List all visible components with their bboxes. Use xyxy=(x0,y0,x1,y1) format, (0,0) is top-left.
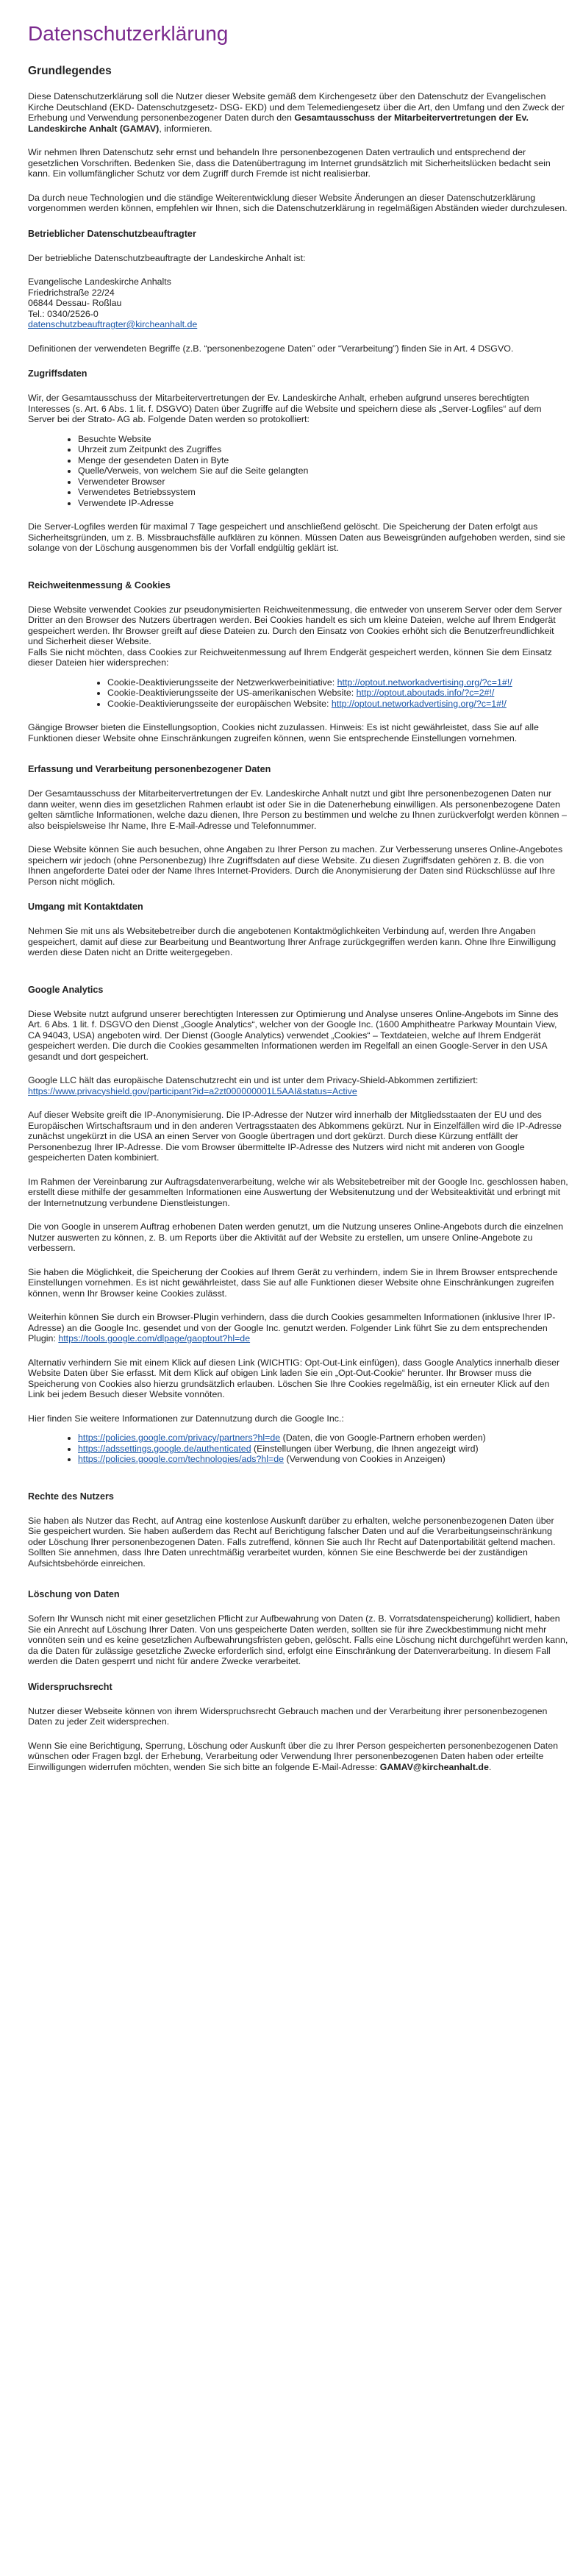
google-partners-link[interactable]: https://policies.google.com/privacy/partners?hl=de xyxy=(78,1433,281,1443)
page-title: Datenschutzerklärung xyxy=(28,22,229,45)
paragraph: Der Gesamtausschuss der Mitarbeitervertretungen der Ev. Landeskirche Anhalt nutzt und gibt Ihre personenbezogenen Daten nur dann weiter, wenn dies im gesetzlichen Rahmen erlaubt ist oder Sie in die Datenerhebung einwilligen. Als personenbezogene Daten gelten sämtliche Informationen, welche dazu dienen, Ihre Person zu bestimmen und welche zu Ihnen zurückverfolgt werden können – also beispielsweise Ihr Name, Ihre E-Mail-Adresse und Telefonnummer. xyxy=(28,788,567,831)
paragraph: Hier finden Sie weitere Informationen zur Datennutzung durch die Google Inc.: xyxy=(28,1413,344,1424)
paragraph: Nehmen Sie mit uns als Websitebetreiber durch die angebotenen Kontaktmöglichkeiten Verbindung auf, werden Ihre Angaben gespeichert, damit auf diese zur Bearbeitung und Beantwortung Ihrer Anfrage zurückgegriffen werden kann. Ohne Ihre Einwilligung werden diese Daten nicht an Dritte weitergegeben. xyxy=(28,926,557,957)
privacy-shield-link[interactable]: https://www.privacyshield.gov/participant?id=a2zt000000001L5AAI&status=Active xyxy=(28,1085,357,1096)
contact-email: GAMAV@kircheanhalt.de xyxy=(379,1761,489,1772)
paragraph: Der betriebliche Datenschutzbeauftragte der Landeskirche Anhalt ist: xyxy=(28,252,306,263)
section-heading-grundlegendes: Grundlegendes xyxy=(28,65,112,77)
list-item: • Cookie-Deaktivierungsseite der europäischen Website: http://optout.networkadvertising.org/?c=1#!/ xyxy=(107,699,568,710)
list-item: • https://adssettings.google.de/authenticated (Einstellungen über Werbung, die Ihnen angezeigt wird) xyxy=(78,1444,568,1455)
section-heading-rechte: Rechte des Nutzers xyxy=(28,1491,114,1502)
list-item: • Menge der gesendeten Daten in Byte xyxy=(78,455,568,466)
google-links-list xyxy=(28,1433,568,1465)
logged-data-list xyxy=(28,434,568,509)
paragraph: Die von Google in unserem Auftrag erhobenen Daten werden genutzt, um die Nutzung unseres Online-Angebots durch die einzelnen Nutzer auswerten zu können, z. B. um Reports über die Aktivität auf der Website zu erstellen, um unsere Online-Angebote zu verbessern. xyxy=(28,1221,564,1253)
list-item: • https://policies.google.com/privacy/partners?hl=de (Daten, die von Google-Partnern erhoben werden) xyxy=(78,1433,568,1444)
list-item: • https://policies.google.com/technologies/ads?hl=de (Verwendung von Cookies in Anzeigen) xyxy=(78,1454,568,1465)
ga-optout-plugin-link[interactable]: https://tools.google.com/dlpage/gaoptout?hl=de xyxy=(58,1333,251,1344)
paragraph: Auf dieser Website greift die IP-Anonymisierung. Die IP-Adresse der Nutzer wird innerhalb der Mitgliedsstaaten der EU und des Europäischen Wirtschaftsraum und in den anderen Vertragsstaaten des Abkommens gekürzt. Nur in Einzelfällen wird die IP-Adresse zunächst ungekürzt in die USA an einen Server von Google übertragen und dort gekürzt. Durch diese Kürzung entfällt der Personenbezug Ihrer IP-Adresse. Die vom Browser übermittelte IP-Adresse des Nutzers wird nicht mit anderen von Google gespeicherten Daten kombiniert. xyxy=(28,1110,562,1163)
address-block: Evangelische Landeskirche Anhalts Friedrichstraße 22/24 06844 Dessau- Roßlau Tel.: 0340/2526-0 datenschutzbeauftragter@kircheanhalt.de xyxy=(28,276,198,329)
paragraph: Definitionen der verwendeten Begriffe (z.B. “personenbezogene Daten” oder “Verarbeitung”) finden Sie in Art. 4 DSGVO. xyxy=(28,343,514,354)
paragraph: Wir nehmen Ihren Datenschutz sehr ernst und behandeln Ihre personenbezogenen Daten vertraulich und entsprechend der gesetzlichen Vorschriften. Bedenken Sie, dass die Datenübertragung im Internet grundsätzlich mit Sicherheitslücken bedacht sein kann. Ein vollumfänglicher Schutz vor dem Zugriff durch Fremde ist nicht realisierbar. xyxy=(28,147,551,179)
paragraph: Die Server-Logfiles werden für maximal 7 Tage gespeichert und anschließend gelöscht. Die Speicherung der Daten erfolgt aus Sicherheitsgründen, um z. B. Missbrauchsfälle aufklären zu können. Müssen Daten aus Beweisgründen aufgehoben werden, sind sie solange von der Löschung ausgenommen bis der Vorfall endgültig geklärt ist. xyxy=(28,521,565,553)
paragraph: Diese Website können Sie auch besuchen, ohne Angaben zu Ihrer Person zu machen. Zur Verbesserung unseres Online-Angebotes speichern wir jedoch (ohne Personenbezug) Ihre Zugriffsdaten auf diese Website. Zu diesen Zugriffsdaten gehören z. B. die von Ihnen angeforderte Datei oder der Name Ihres Internet-Providers. Durch die Anonymisierung der Daten sind Rückschlüsse auf Ihre Person nicht möglich. xyxy=(28,844,563,887)
paragraph: Nutzer dieser Webseite können von ihrem Widerspruchsrecht Gebrauch machen und der Verarbeitung ihrer personenbezogenen Daten zu jeder Zeit widersprechen. xyxy=(28,1705,548,1727)
section-heading-zugriffsdaten: Zugriffsdaten xyxy=(28,368,87,379)
paragraph: Im Rahmen der Vereinbarung zur Auftragsdatenverarbeitung, welche wir als Websitebetreiber mit der Google Inc. geschlossen haben, erstellt diese mithilfe der gesammelten Informationen eine Auswertung der Websitenutzung und der Websiteaktivität und erbringt mit der Internetnutzung verbundene Dienstleistungen. xyxy=(28,1176,568,1208)
google-ads-cookies-link[interactable]: https://policies.google.com/technologies/ads?hl=de xyxy=(78,1454,285,1464)
dpo-email-link[interactable]: datenschutzbeauftragter@kircheanhalt.de xyxy=(28,319,198,329)
list-item: • Cookie-Deaktivierungsseite der US-amerikanischen Website: http://optout.aboutads.info/?c=2#!/ xyxy=(107,688,568,699)
paragraph: Sie haben die Möglichkeit, die Speicherung der Cookies auf Ihrem Gerät zu verhindern, indem Sie in Ihrem Browser entsprechende Einstellungen vornehmen. Es ist nicht gewährleistet, dass Sie auf alle Funktionen dieser Website ohne Einschränkungen zugreifen können, wenn Ihr Browser keine Cookies zulässt. xyxy=(28,1266,558,1299)
paragraph: Sie haben als Nutzer das Recht, auf Antrag eine kostenlose Auskunft darüber zu erhalten, welche personenbezogenen Daten über Sie gespeichert wurden. Sie haben außerdem das Recht auf Berichtigung falscher Daten und auf die Verarbeitungseinschränkung oder Löschung Ihrer personenbezogenen Daten. Falls zutreffend, können Sie auch Ihr Recht auf Datenportabilität geltend machen. Sollten Sie annehmen, dass Ihre Daten unrechtmäßig verarbeitet wurden, können Sie eine Beschwerde bei der zuständigen Aufsichtsbehörde einreichen. xyxy=(28,1515,556,1569)
optout-link-eu[interactable]: http://optout.networkadvertising.org/?c=1#!/ xyxy=(331,698,507,709)
section-heading-reichweitenmessung: Reichweitenmessung & Cookies xyxy=(28,579,171,591)
paragraph: Diese Website verwendet Cookies zur pseudonymisierten Reichweitenmessung, die entweder von unserem Server oder dem Server Dritter an den Browser des Nutzers übertragen werden. Bei Cookies handelt es sich um kleine Dateien, welche auf Ihrem Endgerät gespeichert werden. Ihr Browser greift auf diese Dateien zu. Durch den Einsatz von Cookies erhöht sich die Benutzerfreundlichkeit und Sicherheit dieser Website. Falls Sie nicht möchten, dass Cookies zur Reichweitenmessung auf Ihrem Endgerät gespeichert werden, können Sie dem Einsatz dieser Dateien hier widersprechen: xyxy=(28,604,562,668)
paragraph: Diese Website nutzt aufgrund unserer berechtigten Interessen zur Optimierung und Analyse unseres Online-Angebots im Sinne des Art. 6 Abs. 1 lit. f. DSGVO den Dienst „Google Analytics“, welcher von der Google Inc. (1600 Amphitheatre Parkway Mountain View, CA 94043, USA) angeboten wird. Der Dienst (Google Analytics) verwendet „Cookies“ – Textdateien, welche auf Ihrem Endgerät gespeichert werden. Die durch die Cookies gesammelten Informationen werden im Regelfall an einen Google-Server in den USA gesandt und dort gespeichert. xyxy=(28,1008,559,1062)
list-item: • Besuchte Website xyxy=(78,434,568,445)
section-heading-google-analytics: Google Analytics xyxy=(28,984,104,995)
list-item: • Cookie-Deaktivierungsseite der Netzwerkwerbeinitiative: http://optout.networkadvertising.org/?c=1#!/ xyxy=(107,677,568,688)
list-item: • Verwendete IP-Adresse xyxy=(78,498,568,509)
list-item: • Verwendeter Browser xyxy=(78,477,568,488)
paragraph: Diese Datenschutzerklärung soll die Nutzer dieser Website gemäß dem Kirchengesetz über den Datenschutz der Evangelischen Kirche Deutschland (EKD- Datenschutzgesetz- DSG- EKD) und dem Telemediengesetz über die Art, den Umfang und den Zweck der Erhebung und Verwendung personenbezogener Daten durch den Gesamtausschuss der Mitarbeitervertretungen der Ev. Landeskirche Anhalt (GAMAV), informieren. xyxy=(28,91,565,134)
section-heading-kontaktdaten: Umgang mit Kontaktdaten xyxy=(28,902,143,912)
section-heading-loeschung: Löschung von Daten xyxy=(28,1589,120,1599)
list-item: • Verwendetes Betriebssystem xyxy=(78,487,568,498)
privacy-policy-page xyxy=(28,0,568,1772)
list-item: • Quelle/Verweis, von welchem Sie auf die Seite gelangten xyxy=(78,465,568,477)
paragraph: Gängige Browser bieten die Einstellungsoption, Cookies nicht zuzulassen. Hinweis: Es ist nicht gewährleistet, dass Sie auf alle Funktionen dieser Website ohne Einschränkungen zugreifen können, wenn Sie entsprechende Einstellungen vornehmen. xyxy=(28,722,539,743)
paragraph: Alternativ verhindern Sie mit einem Klick auf diesen Link (WICHTIG: Opt-Out-Link einfügen), dass Google Analytics innerhalb dieser Website Daten über Sie erfasst. Mit dem Klick auf obigen Link laden Sie ein „Opt-Out-Cookie“ herunter. Ihr Browser muss die Speicherung von Cookies also hierzu grundsätzlich erlauben. Löschen Sie Ihre Cookies regelmäßig, ist ein erneuter Klick auf den Link bei jedem Besuch dieser Website vonnöten. xyxy=(28,1357,560,1399)
paragraph: Da durch neue Technologien und die ständige Weiterentwicklung dieser Website Änderungen an dieser Datenschutzerklärung vorgenommen werden können, empfehlen wir Ihnen, sich die Datenschutzerklärung in regelmäßigen Abständen wieder durchzulesen. xyxy=(28,192,568,213)
optout-link-nai[interactable]: http://optout.networkadvertising.org/?c=1#!/ xyxy=(337,677,512,688)
list-item: • Uhrzeit zum Zeitpunkt des Zugriffes xyxy=(78,444,568,455)
section-heading-widerspruch: Widerspruchsrecht xyxy=(28,1681,112,1692)
paragraph: Google LLC hält das europäische Datenschutzrecht ein und ist unter dem Privacy-Shield-Abkommen zertifiziert: https://www.privacyshield.gov/participant?id=a2zt000000001L5AAI&status=Active xyxy=(28,1075,479,1096)
paragraph: Wir, der Gesamtausschuss der Mitarbeitervertretungen der Ev. Landeskirche Anhalt, erheben aufgrund unseres berechtigten Interesses (s. Art. 6 Abs. 1 lit. f. DSGVO) Daten über Zugriffe auf die Website und speichern diese als „Server-Logfiles“ auf dem Server bei der Strato- AG ab. Folgende Daten werden so protokolliert: xyxy=(28,393,542,424)
paragraph: Wenn Sie eine Berichtigung, Sperrung, Löschung oder Auskunft über die zu Ihrer Person gespeicherten personenbezogenen Daten wünschen oder Fragen bzgl. der Erhebung, Verarbeitung oder Verwendung Ihrer personenbezogenen Daten haben oder erteilte Einwilligungen widerrufen möchten, wenden Sie sich bitte an folgende E-Mail-Adresse: GAMAV@kircheanhalt.de. xyxy=(28,1740,558,1772)
optout-list xyxy=(28,677,568,710)
section-heading-datenschutzbeauftragter: Betrieblicher Datenschutzbeauftragter xyxy=(28,228,196,239)
paragraph: Sofern Ihr Wunsch nicht mit einer gesetzlichen Pflicht zur Aufbewahrung von Daten (z. B. Vorratsdatenspeicherung) kollidiert, haben Sie ein Anrecht auf Löschung Ihrer Daten. Von uns gespeicherte Daten werden, sollten sie für ihre Zweckbestimmung nicht mehr vonnöten sein und es keine gesetzlichen Aufbewahrungsfristen geben, gelöscht. Falls eine Löschung nicht durchgeführt werden kann, da die Daten für zulässige gesetzliche Zwecke erforderlich sind, erfolgt eine Einschränkung der Datenverarbeitung. In diesem Fall werden die Daten gesperrt und nicht für andere Zwecke verarbeitet. xyxy=(28,1613,568,1666)
paragraph: Weiterhin können Sie durch ein Browser-Plugin verhindern, dass die durch Cookies gesammelten Informationen (inklusive Ihrer IP-Adresse) an die Google Inc. gesendet und von der Google Inc. genutzt werden. Folgender Link führt Sie zu dem entsprechenden Plugin: https://tools.google.com/dlpage/gaoptout?hl=de xyxy=(28,1312,556,1344)
section-heading-erfassung: Erfassung und Verarbeitung personenbezogener Daten xyxy=(28,764,271,774)
google-adssettings-link[interactable]: https://adssettings.google.de/authenticated xyxy=(78,1443,251,1454)
optout-link-aboutads[interactable]: http://optout.aboutads.info/?c=2#!/ xyxy=(356,688,495,698)
